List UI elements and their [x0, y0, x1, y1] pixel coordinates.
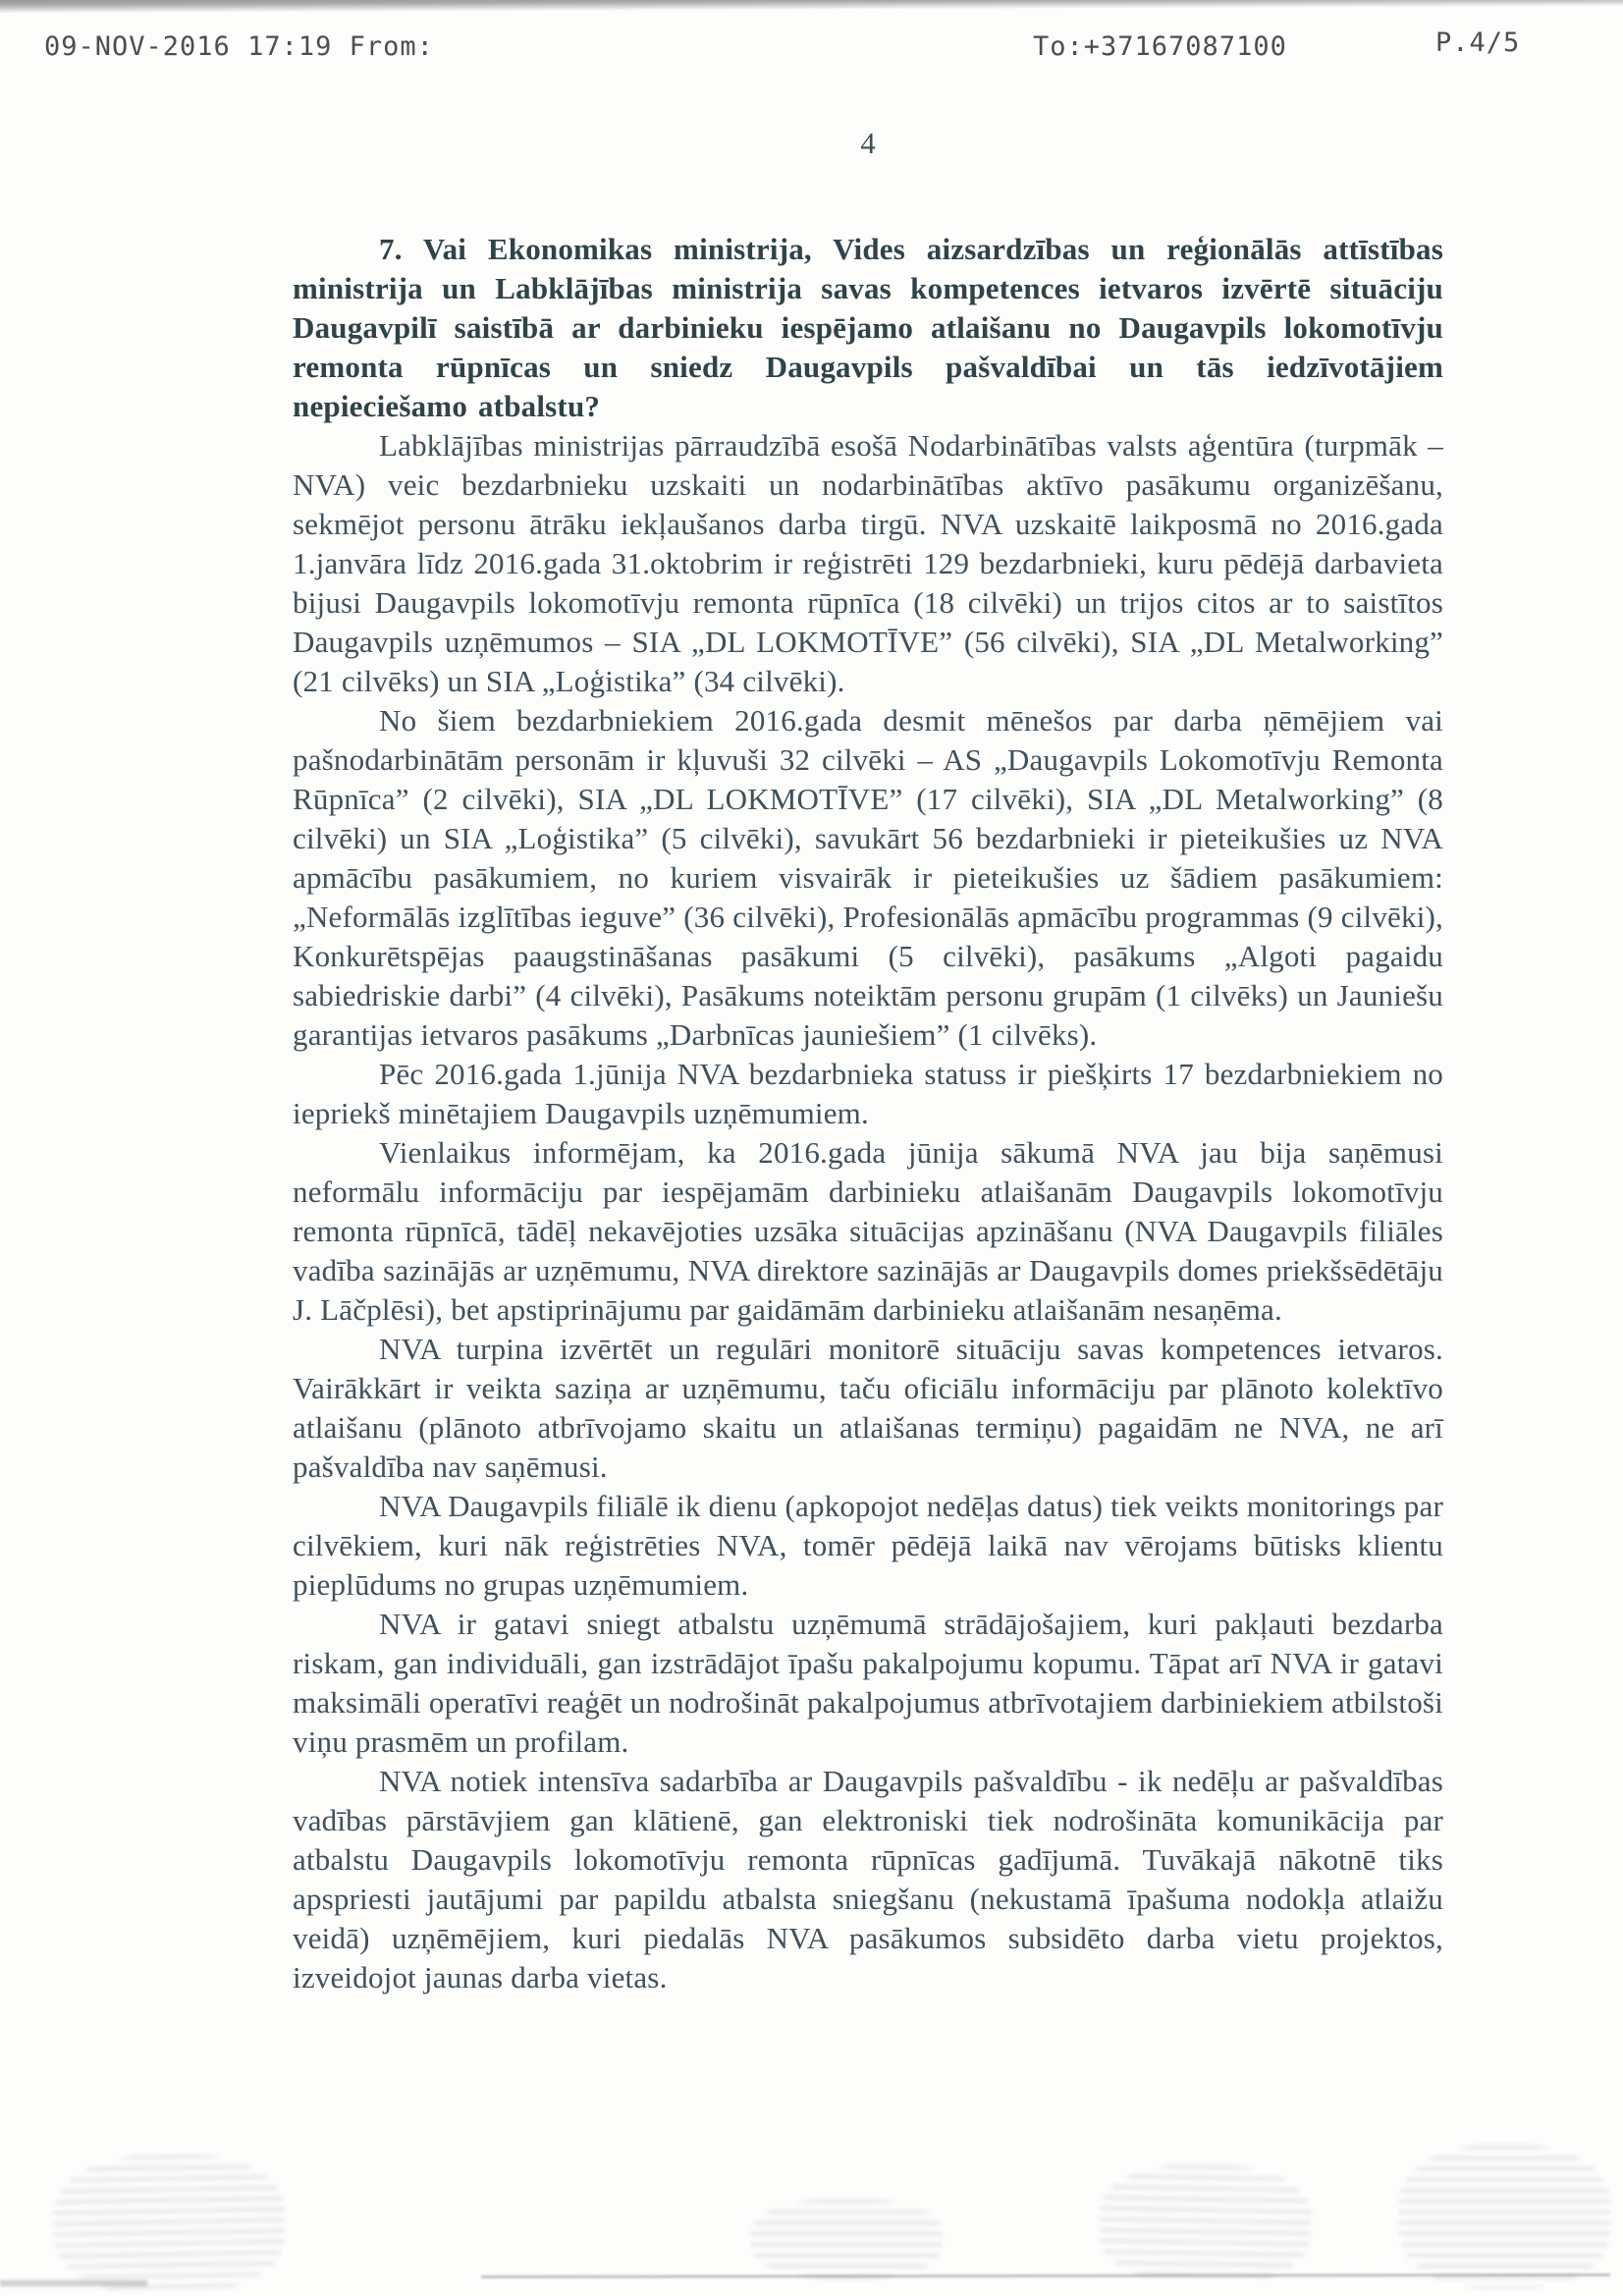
paragraph: Pēc 2016.gada 1.jūnija NVA bezdarbnieka statuss ir piešķirts 17 bezdarbniekiem no iepriekš minētajiem Daugavpils uzņēmumiem. — [293, 1057, 1443, 1130]
scan-smudge — [53, 2154, 286, 2295]
fax-timestamp-from: 09-NOV-2016 17:19 From: — [44, 31, 434, 62]
scan-corner-mark — [0, 2280, 147, 2286]
fax-recipient-number: To:+37167087100 — [1033, 31, 1287, 62]
scanner-edge-artifact — [0, 0, 1623, 14]
question-paragraph: 7. Vai Ekonomikas ministrija, Vides aizsardzības un reģionālās attīstības ministrija un Labklājības ministrija savas kompetences ietvaros izvērtē situāciju Daugavpilī saistībā ar darbinieku iespējamo atlaišanu no Daugavpils lokomotīvju remonta rūpnīcas un sniedz Daugavpils pašvaldībai un tās iedzīvotājiem nepieciešamo atbalstu? — [293, 232, 1443, 423]
scan-smudge — [1099, 2163, 1312, 2285]
paragraph: NVA Daugavpils filiālē ik dienu (apkopojot nedēļas datus) tiek veikts monitorings par cilvēkiem, kuri nāk reģistrēties NVA, tomēr pēdējā laikā nav vērojams būtisks klientu pieplūdums no grupas uzņēmumiem. — [293, 1489, 1443, 1602]
paragraph: Labklājības ministrijas pārraudzībā esošā Nodarbinātības valsts aģentūra (turpmāk – NVA) veic bezdarbnieku uzskaiti un nodarbinātības aktīvo pasākumu organizēšanu, sekmējot personu ātrāku iekļaušanos darba tirgū. NVA uzskaitē laikposmā no 2016.gada 1.janvāra līdz 2016.gada 31.oktobrim ir reģistrēti 129 bezdarbnieki, kuru pēdējā darbavieta bijusi Daugavpils lokomotīvju remonta rūpnīca (18 cilvēki) un trijos citos ar to saistītos Daugavpils uzņēmumos – SIA „DL LOKMOTĪVE” (56 cilvēki), SIA „DL Metalworking” (21 cilvēks) un SIA „Loģistika” (34 cilvēki). — [293, 428, 1443, 698]
scan-smudge — [751, 2200, 943, 2278]
paragraph: NVA turpina izvērtēt un regulāri monitorē situāciju savas kompetences ietvaros. Vairākkārt ir veikta saziņa ar uzņēmumu, taču oficiālu informāciju par plānoto kolektīvo atlaišanu (plānoto atbrīvojamo skaitu un atlaišanas termiņu) pagaidām ne NVA, ne arī pašvaldība nav saņēmusi. — [293, 1332, 1443, 1484]
document-body — [293, 230, 1443, 1997]
fax-page-indicator: P.4/5 — [1435, 27, 1521, 58]
paragraph: No šiem bezdarbniekiem 2016.gada desmit mēnešos par darba ņēmējiem vai pašnodarbinātām personām ir kļuvuši 32 cilvēki – AS „Daugavpils Lokomotīvju Remonta Rūpnīca” (2 cilvēki), SIA „DL LOKMOTĪVE” (17 cilvēki), SIA „DL Metalworking” (8 cilvēki) un SIA „Loģistika” (5 cilvēki), savukārt 56 bezdarbnieki ir pieteikušies uz NVA apmācību pasākumiem, no kuriem visvairāk ir pieteikušies uz šādiem pasākumiem: „Neformālās izglītības ieguve” (36 cilvēki), Profesionālās apmācību programmas (9 cilvēki), Konkurētspējas paaugstināšanas pasākumi (5 cilvēki), pasākums „Algoti pagaidu sabiedriskie darbi” (4 cilvēki), Pasākums noteiktām personu grupām (1 cilvēks) un Jauniešu garantijas ietvaros pasākums „Darbnīcas jauniešiem” (1 cilvēks). — [293, 703, 1443, 1052]
paragraph: NVA ir gatavi sniegt atbalstu uzņēmumā strādājošajiem, kuri pakļauti bezdarba riskam, gan individuāli, gan izstrādājot īpašu pakalpojumu kopumu. Tāpat arī NVA ir gatavi maksimāli operatīvi reaģēt un nodrošināt pakalpojumus atbrīvotajiem darbiniekiem atbilstoši viņu prasmēm un profilam. — [293, 1607, 1443, 1759]
scan-smudge — [1399, 2146, 1610, 2288]
paragraph: NVA notiek intensīva sadarbība ar Daugavpils pašvaldību - ik nedēļu ar pašvaldības vadības pārstāvjiem gan klātienē, gan elektroniski tiek nodrošināta komunikācija par atbalstu Daugavpils lokomotīvju remonta rūpnīcas gadījumā. Tuvākajā nākotnē tiks apspriesti jautājumi par papildu atbalsta sniegšanu (nekustamā īpašuma nodokļa atlaižu veidā) uzņēmējiem, kuri piedalās NVA pasākumos subsidēto darba vietu projektos, izveidojot jaunas darba vietas. — [293, 1764, 1443, 1995]
paragraph: Vienlaikus informējam, ka 2016.gada jūnija sākumā NVA jau bija saņēmusi neformālu informāciju par iespējamām darbinieku atlaišanām Daugavpils lokomotīvju remonta rūpnīcā, tādēļ nekavējoties uzsāka situācijas apzināšanu (NVA Daugavpils filiāles vadība sazinājās ar uzņēmumu, NVA direktore sazinājās ar Daugavpils domes priekšsēdētāju J. Lāčplēsi), bet apstiprinājumu par gaidāmām darbinieku atlaišanām nesaņēma. — [293, 1135, 1443, 1327]
page-number: 4 — [860, 126, 876, 160]
